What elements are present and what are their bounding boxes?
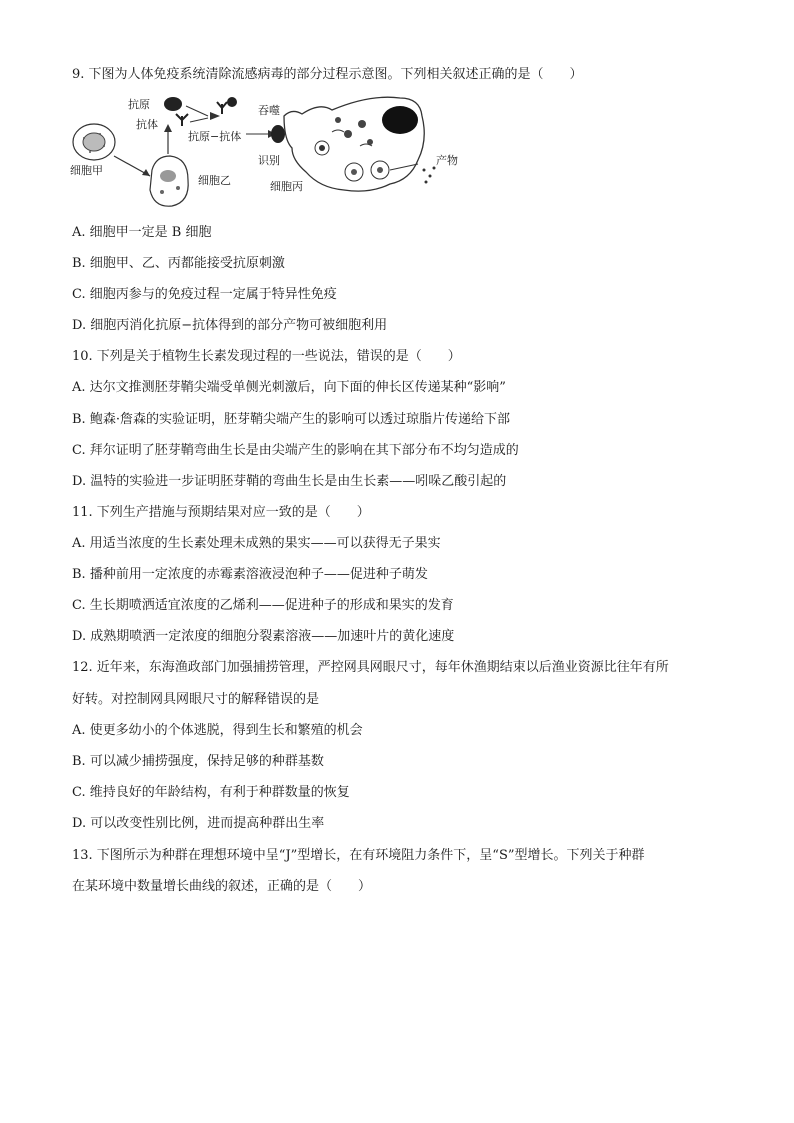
antibody-icon [176,114,188,126]
arrow-head-icon [164,124,172,132]
cell-jia-drawing [73,124,115,160]
complex-particle-icon [271,125,285,143]
q10-stem: 10. 下列是关于植物生长素发现过程的一些说法，错误的是（ ） [72,349,461,364]
q9-stem: 9. 下图为人体免疫系统清除流感病毒的部分过程示意图。下列相关叙述正确的是（ ） [72,67,583,82]
label-cell-bing: 细胞丙 [270,180,303,193]
q10-option-b: B. 鲍森·詹森的实验证明，胚芽鞘尖端产生的影响可以透过琼脂片传递给下部 [72,412,510,427]
immune-diagram [70,94,510,224]
q12-option-a: A. 使更多幼小的个体逃脱，得到生长和繁殖的机会 [72,723,363,738]
q9-option-b: B. 细胞甲、乙、丙都能接受抗原刺激 [72,256,285,271]
q12-stem-line-1: 12. 近年来，东海渔政部门加强捕捞管理，严控网具网眼尺寸，每年休渔期结束以后渔业资源比往年有所 [72,660,669,675]
nucleus-icon [382,106,418,134]
q9-option-a: A. 细胞甲一定是 B 细胞 [72,225,212,240]
q11-option-c: C. 生长期喷洒适宜浓度的乙烯利——促进种子的形成和果实的发育 [72,598,454,613]
cell-bing-drawing [284,97,424,191]
q9-option-c: C. 细胞丙参与的免疫过程一定属于特异性免疫 [72,287,337,302]
label-recognize: 识别 [258,154,280,167]
q10-option-d: D. 温特的实验进一步证明胚芽鞘的弯曲生长是由生长素——吲哚乙酸引起的 [72,474,507,489]
complex-icon [217,102,227,114]
arrow-antibody-merge [190,118,208,122]
q12-option-c: C. 维持良好的年龄结构，有利于种群数量的恢复 [72,785,350,800]
label-antibody: 抗体 [136,118,158,131]
q13-stem-line-2: 在某环境中数量增长曲线的叙述，正确的是（ ） [72,879,372,894]
q13-stem-line-1: 13. 下图所示为种群在理想环境中呈“J”型增长，在有环境阻力条件下，呈“S”型增长。下列关于种群 [72,848,645,863]
label-cell-jia: 细胞甲 [70,164,103,177]
label-product: 产物 [436,154,458,167]
q10-option-a: A. 达尔文推测胚芽鞘尖端受单侧光刺激后，向下面的伸长区传递某种“影响” [72,380,506,395]
immune-process-figure [70,94,510,224]
q12-option-b: B. 可以减少捕捞强度，保持足够的种群基数 [72,754,324,769]
q11-option-a: A. 用适当浓度的生长素处理未成熟的果实——可以获得无子果实 [72,536,441,551]
label-engulf: 吞噬 [258,104,280,117]
q11-option-d: D. 成熟期喷洒一定浓度的细胞分裂素溶液——加速叶片的黄化速度 [72,629,455,644]
q12-option-d: D. 可以改变性别比例，进而提高种群出生率 [72,816,325,831]
antigen-icon [164,97,182,111]
cell-yi-drawing [150,156,188,206]
label-cell-yi: 细胞乙 [198,174,231,187]
label-antigen: 抗原 [128,98,150,111]
q11-stem: 11. 下列生产措施与预期结果对应一致的是（ ） [72,505,370,520]
label-complex: 抗原−抗体 [188,130,242,143]
q10-option-c: C. 拜尔证明了胚芽鞘弯曲生长是由尖端产生的影响在其下部分布不均匀造成的 [72,443,519,458]
arrow-antigen-merge [186,106,208,116]
q12-stem-line-2: 好转。对控制网具网眼尺寸的解释错误的是 [72,692,320,707]
arrow-head-icon [210,112,220,120]
q9-option-d: D. 细胞丙消化抗原−抗体得到的部分产物可被细胞利用 [72,318,388,333]
q11-option-b: B. 播种前用一定浓度的赤霉素溶液浸泡种子——促进种子萌发 [72,567,428,582]
